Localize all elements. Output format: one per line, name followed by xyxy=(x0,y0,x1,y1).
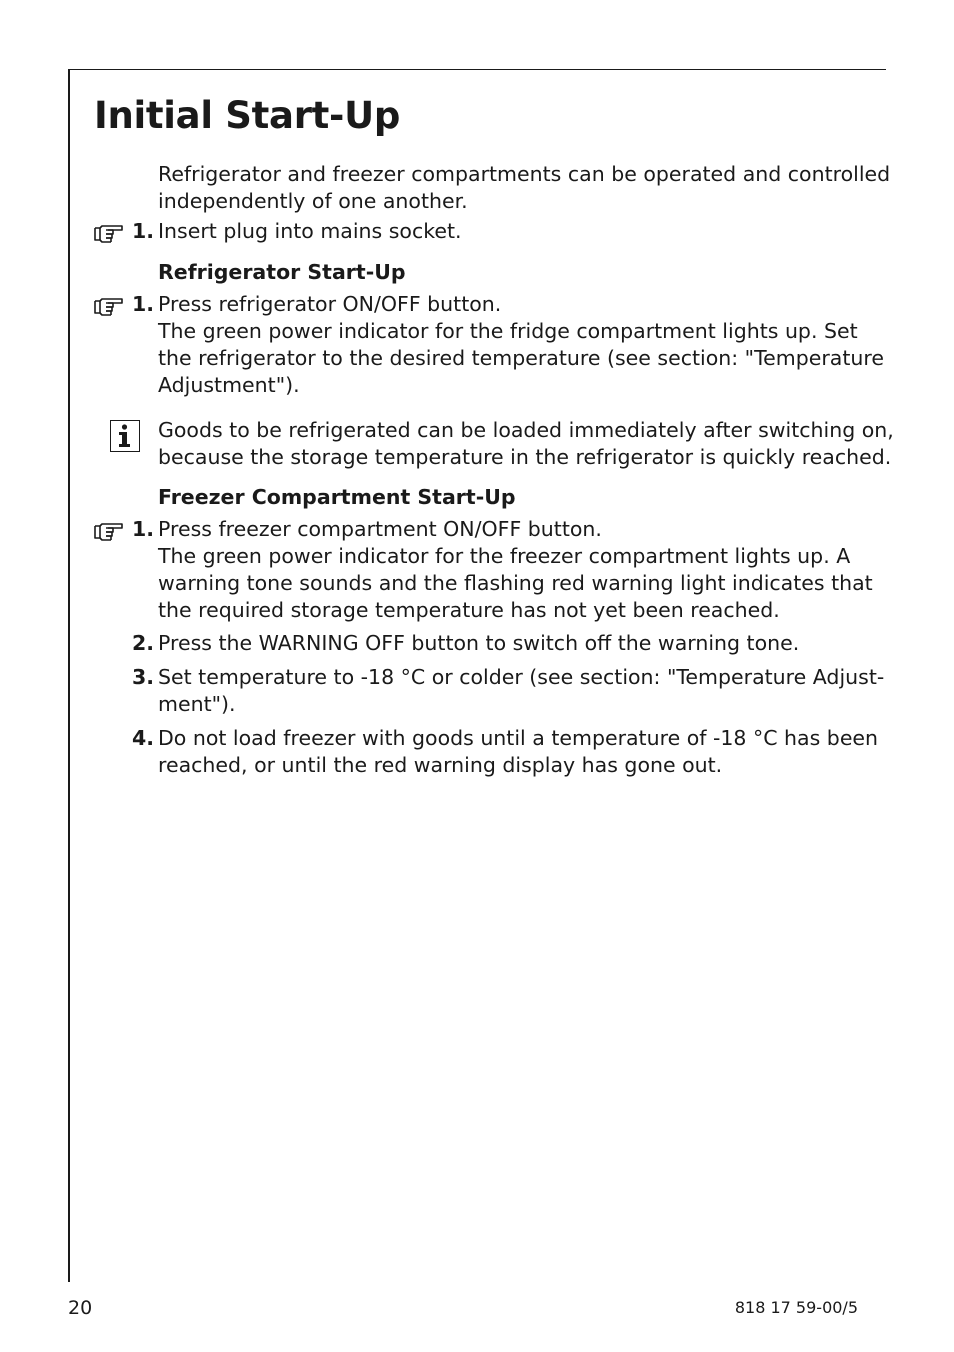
freezer-heading: Freezer Compartment Start-Up xyxy=(158,485,516,509)
refrigerator-heading: Refrigerator Start-Up xyxy=(158,260,406,284)
step-line: warning tone sounds and the flashing red warning light indicates that xyxy=(158,571,873,595)
freezer-step-3 xyxy=(158,664,885,718)
note-line: Goods to be refrigerated can be loaded immediately after switching on, xyxy=(158,418,894,442)
intro-line: independently of one another. xyxy=(158,189,468,213)
step-number: 3. xyxy=(132,665,155,689)
intro-paragraph xyxy=(158,161,891,215)
step-number: 1. xyxy=(132,517,155,541)
page-title: Initial Start-Up xyxy=(94,94,401,137)
step-line: The green power indicator for the freezer compartment lights up. A xyxy=(158,544,851,568)
step-line: Set temperature to -18 °C or colder (see section: "Temperature Adjust- xyxy=(158,665,885,689)
note-line: because the storage temperature in the refrigerator is quickly reached. xyxy=(158,445,892,469)
top-rule xyxy=(68,69,886,70)
freezer-step-2 xyxy=(158,630,858,657)
page-number: 20 xyxy=(68,1297,93,1319)
pointing-hand-icon xyxy=(93,296,125,316)
step-line: Do not load freezer with goods until a temperature of -18 °C has been xyxy=(158,726,879,750)
step-number: 1. xyxy=(132,292,155,316)
step-text: Insert plug into mains socket. xyxy=(158,219,462,243)
info-note xyxy=(158,417,894,471)
intro-step-1 xyxy=(158,218,858,245)
step-line: reached, or until the red warning display has gone out. xyxy=(158,753,723,777)
step-line: the refrigerator to the desired temperature (see section: "Temperature xyxy=(158,346,884,370)
left-rule xyxy=(68,69,70,1282)
step-number: 4. xyxy=(132,726,155,750)
document-code: 818 17 59-00/5 xyxy=(734,1298,858,1317)
step-number: 2. xyxy=(132,631,155,655)
step-line: The green power indicator for the fridge compartment lights up. Set xyxy=(158,319,858,343)
pointing-hand-icon xyxy=(93,521,125,541)
step-line: Press refrigerator ON/OFF button. xyxy=(158,292,502,316)
step-line: the required storage temperature has not yet been reached. xyxy=(158,598,780,622)
step-line: Adjustment"). xyxy=(158,373,300,397)
refrigerator-step-1 xyxy=(158,291,884,399)
step-line: Press freezer compartment ON/OFF button. xyxy=(158,517,602,541)
freezer-step-4 xyxy=(158,725,879,779)
step-line: Press the WARNING OFF button to switch off the warning tone. xyxy=(158,631,800,655)
freezer-step-1 xyxy=(158,516,873,624)
intro-line: Refrigerator and freezer compartments can be operated and controlled xyxy=(158,162,891,186)
step-number: 1. xyxy=(132,219,155,243)
info-icon xyxy=(110,420,140,452)
step-line: ment"). xyxy=(158,692,236,716)
pointing-hand-icon xyxy=(93,223,125,243)
